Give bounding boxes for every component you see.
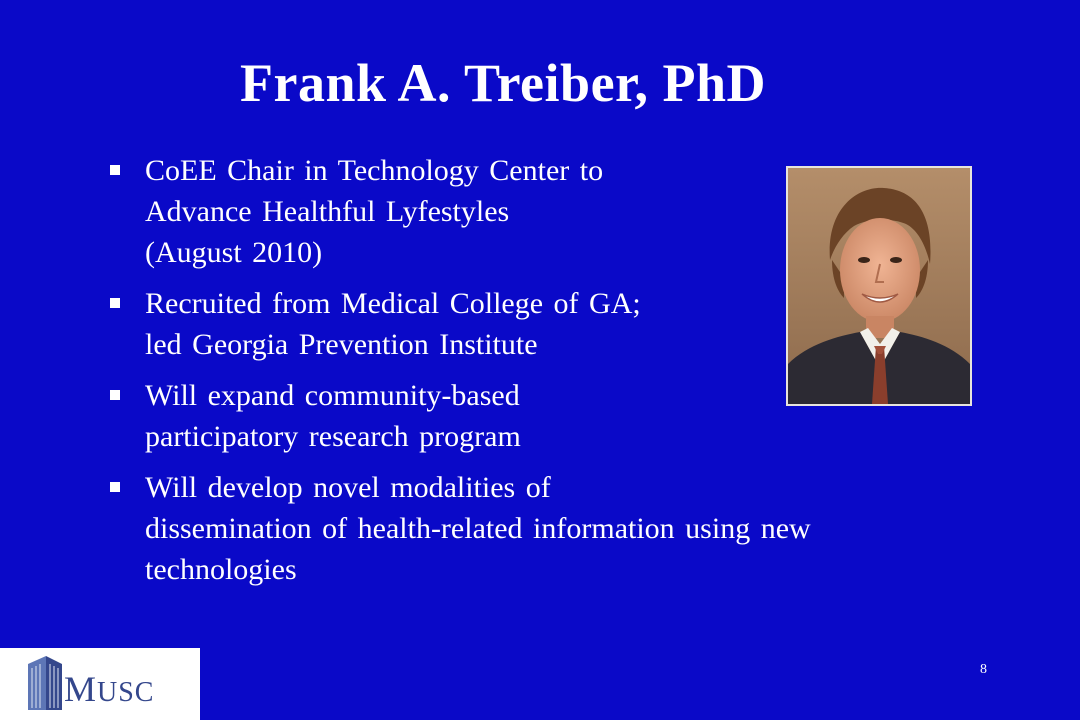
- bullet-item: [100, 375, 811, 457]
- bullet-item: [100, 150, 811, 273]
- portrait-photo: [786, 166, 972, 406]
- square-bullet-icon: [110, 390, 120, 400]
- bullet-list: [100, 150, 811, 590]
- bullet-line: CoEE Chair in Technology Center to: [145, 154, 604, 187]
- musc-logo: [0, 648, 200, 720]
- slide-title: Frank A. Treiber, PhD: [240, 53, 767, 113]
- bullet-line: participatory research program: [145, 420, 521, 453]
- bullet-item: [100, 467, 811, 590]
- bullet-line: Advance Healthful Lyfestyles: [145, 195, 510, 228]
- portrait-image: [788, 168, 970, 404]
- bullet-line: dissemination of health-related information using new: [145, 512, 811, 545]
- square-bullet-icon: [110, 482, 120, 492]
- bullet-line: (August 2010): [145, 236, 323, 269]
- bullet-line: Will expand community-based: [145, 379, 520, 412]
- square-bullet-icon: [110, 165, 120, 175]
- square-bullet-icon: [110, 298, 120, 308]
- musc-logo-text: MUSC: [64, 669, 155, 709]
- page-number: 8: [980, 662, 987, 677]
- bullet-item: [100, 283, 811, 365]
- bullet-line: Will develop novel modalities of: [145, 471, 551, 504]
- bullet-line: Recruited from Medical College of GA;: [145, 287, 641, 320]
- bullet-line: technologies: [145, 553, 297, 586]
- bullet-line: led Georgia Prevention Institute: [145, 328, 538, 361]
